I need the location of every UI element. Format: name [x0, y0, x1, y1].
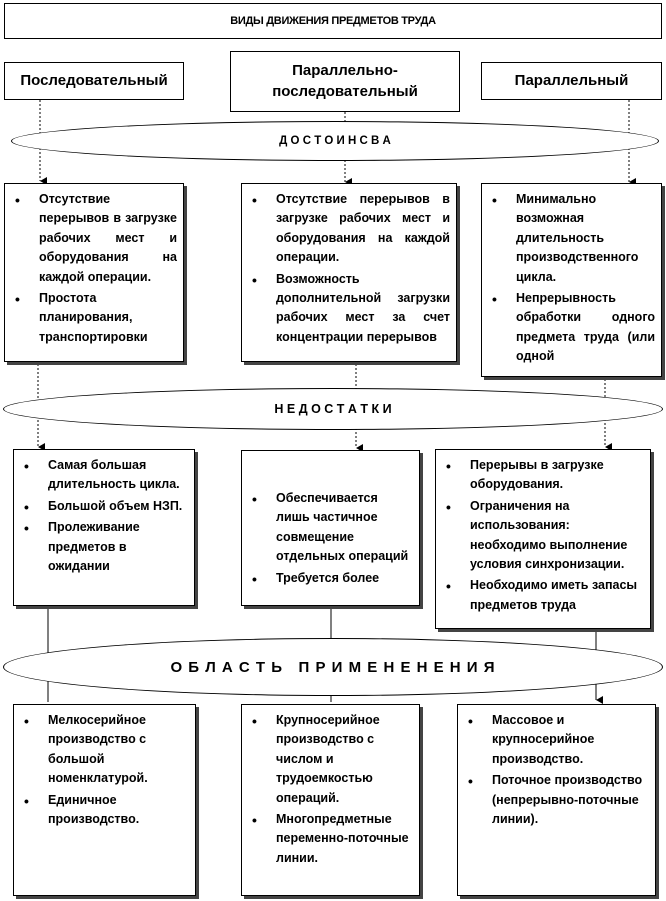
- application-left-list: [14, 711, 189, 829]
- advantages-left-box: [4, 183, 184, 362]
- list-item: • Обеспечивается лишь частичное совмещение отдельных операций: [276, 489, 413, 567]
- disadvantages-right-box: [435, 449, 651, 629]
- disadvantages-middle-box: [241, 450, 420, 606]
- section-advantages-label: Д О С Т О И Н С В А: [279, 135, 391, 147]
- list-item: • Требуется более: [276, 569, 413, 588]
- list-item: • Поточное производство (непрерывно-поточные линии).: [492, 771, 649, 829]
- list-item: • Отсутствие перерывов в загрузке рабочих мест и оборудования на каждой операции.: [39, 190, 177, 287]
- list-item: • Минимально возможная длительность производственного цикла.: [516, 190, 655, 287]
- list-item: • Необходимо иметь запасы предметов труда: [470, 576, 644, 615]
- list-item: • Ограничения на использования: необходимо выполнение условия синхронизации.: [470, 497, 644, 575]
- header-right-text: Параллельный: [514, 71, 629, 89]
- header-left-text: Последовательный: [20, 71, 168, 89]
- advantages-middle-box: [241, 183, 457, 362]
- list-item: • Самая большая длительность цикла.: [48, 456, 188, 495]
- list-item: • Крупносерийное производство с числом и трудоемкостью операций.: [276, 711, 413, 808]
- section-advantages: [11, 121, 659, 161]
- header-middle-text: Параллельно-последовательный: [272, 62, 418, 100]
- list-item: • Перерывы в загрузке оборудования.: [470, 456, 644, 495]
- disadvantages-left-box: [13, 449, 195, 606]
- application-right-list: [458, 711, 649, 829]
- application-left-box: [13, 704, 196, 896]
- advantages-right-box: [481, 183, 662, 377]
- disadvantages-middle-list: [242, 489, 413, 588]
- list-item: • Большой объем НЗП.: [48, 497, 188, 516]
- disadvantages-right-list: [436, 456, 644, 615]
- advantages-middle-list: [242, 190, 450, 347]
- diagram-title-text: ВИДЫ ДВИЖЕНИЯ ПРЕДМЕТОВ ТРУДА: [230, 15, 436, 27]
- list-item: • Пролеживание предметов в ожидании: [48, 518, 188, 576]
- application-middle-box: [241, 704, 420, 896]
- application-middle-list: [242, 711, 413, 868]
- advantages-right-list: [482, 190, 655, 366]
- section-disadvantages-label: Н Е Д О С Т А Т К И: [274, 402, 392, 416]
- disadvantages-left-list: [14, 456, 188, 576]
- list-item: • Единичное производство.: [48, 791, 189, 830]
- header-middle: [230, 51, 460, 112]
- advantages-left-list: [5, 190, 177, 347]
- list-item: • Многопредметные переменно-поточные линии.: [276, 810, 413, 868]
- diagram-title: [4, 3, 662, 39]
- list-item: • Простота планирования, транспортировки: [39, 289, 177, 347]
- header-left: [4, 62, 184, 100]
- list-item: • Непрерывность обработки одного предмета труда (или одной: [516, 289, 655, 367]
- application-right-box: [457, 704, 656, 896]
- section-application: [3, 638, 663, 696]
- header-right: [481, 62, 662, 100]
- list-item: • Отсутствие перерывов в загрузке рабочих мест и оборудования на каждой операции.: [276, 190, 450, 268]
- list-item: • Мелкосерийное производство с большой номенклатурой.: [48, 711, 189, 789]
- list-item: • Возможность дополнительной загрузки рабочих мест за счет концентрации перерывов: [276, 270, 450, 348]
- list-item: • Массовое и крупносерийное производство.: [492, 711, 649, 769]
- section-disadvantages: [3, 388, 663, 430]
- section-application-label: О Б Л А С Т Ь П Р И М Е Н Е Н Е Н И Я: [170, 658, 496, 676]
